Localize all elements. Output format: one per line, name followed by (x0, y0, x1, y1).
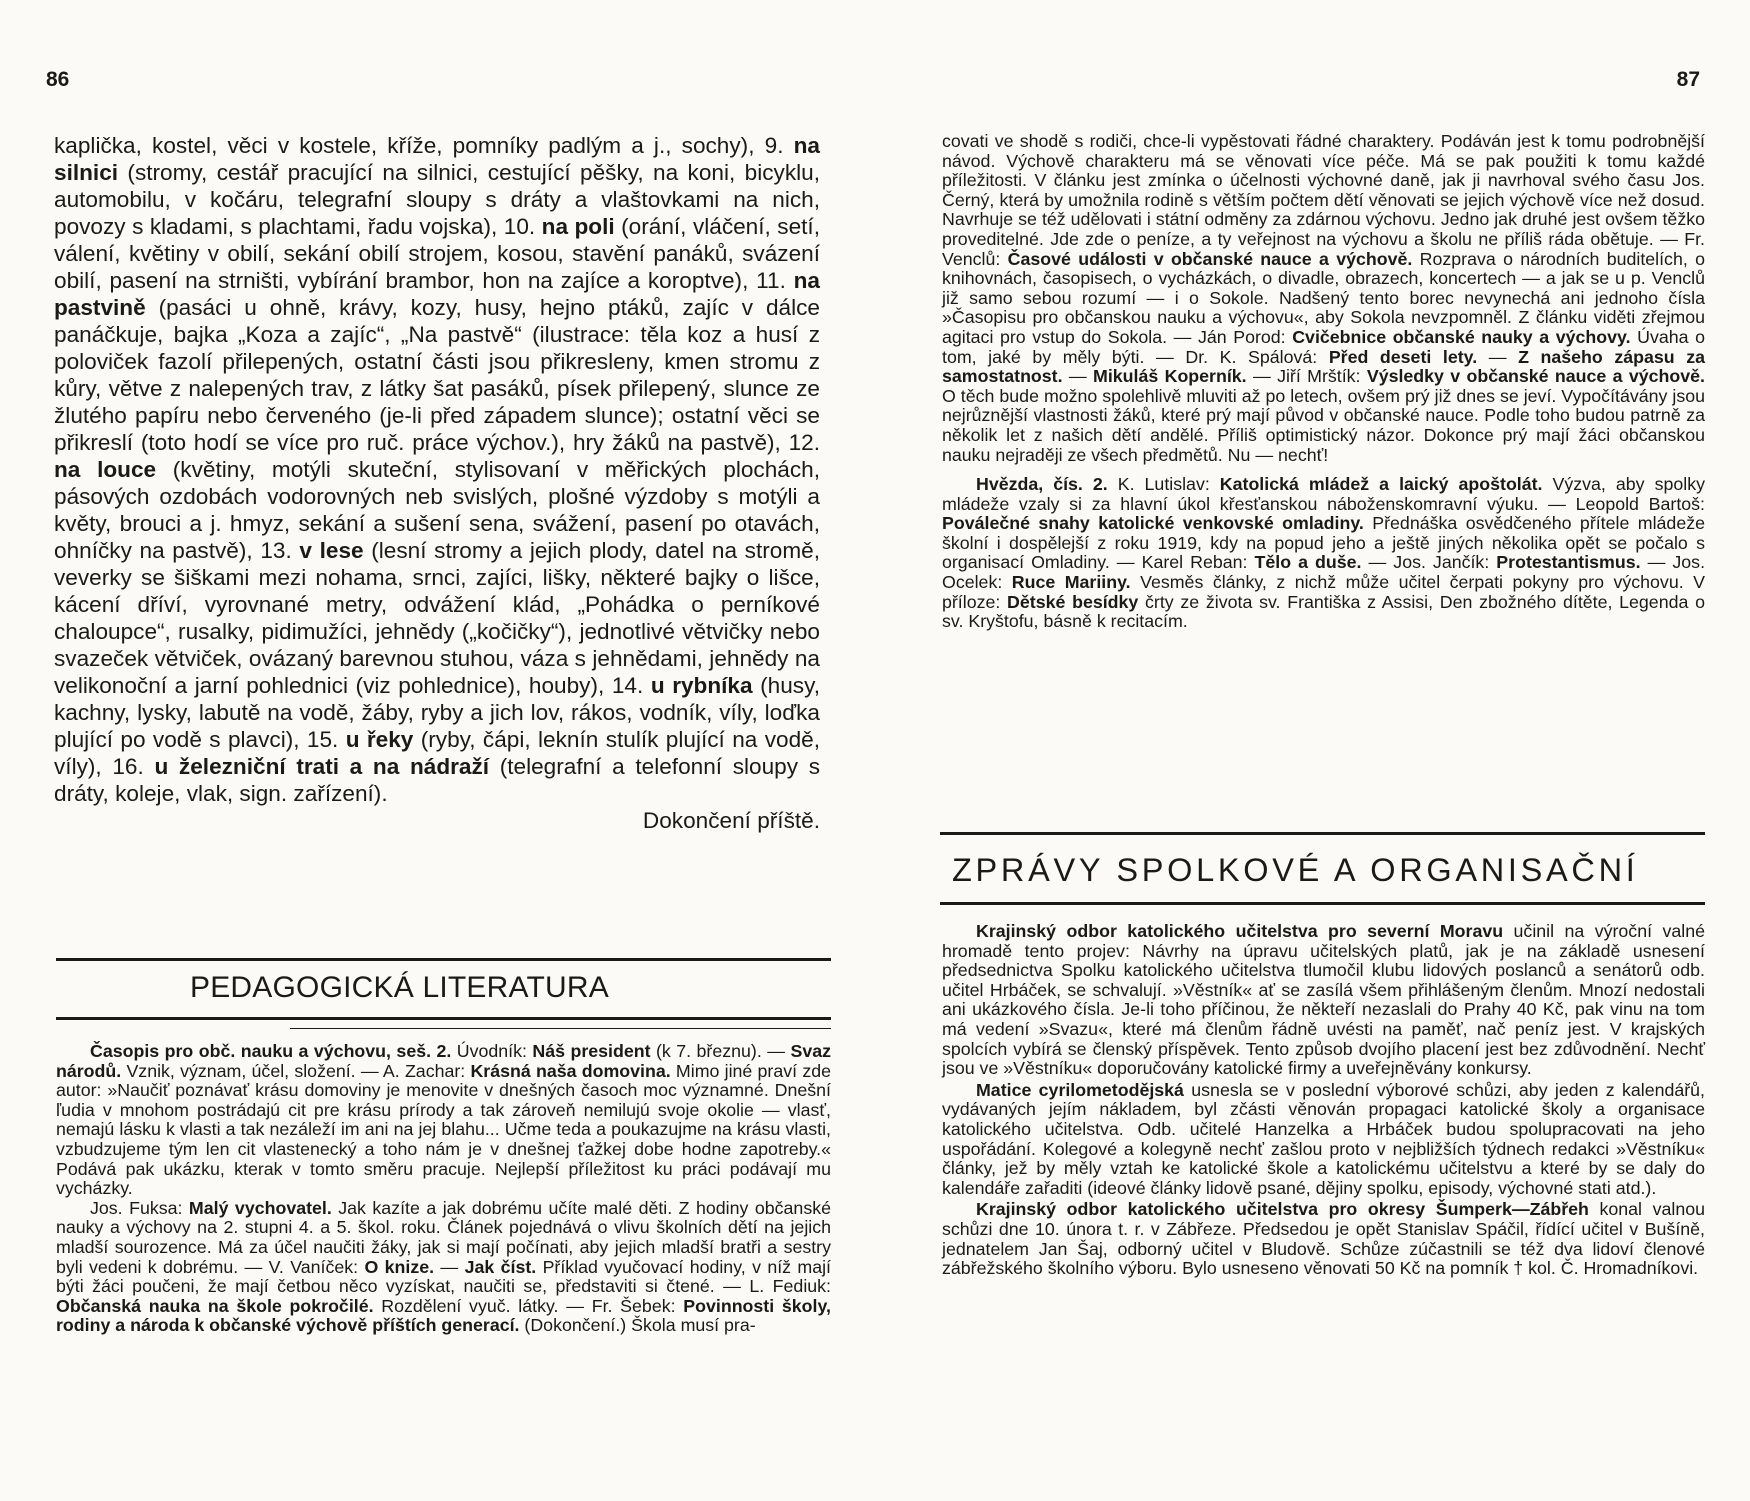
section-rule-bottom (940, 902, 1705, 905)
literature-review: covati ve shodě s rodiči, chce-li vypěstovati řádné charaktery. Podáván jest k tomu podrobnější návod. Výchově charakteru má se věnovati více péče. Má se pak použiti k tomu každé příležitosti. V článku jest zmínka o účelnosti výchovné daně, jak ji navrhoval svého času Jos. Černý, která by umožnila rodině s větším počtem dětí věnovati se jejich výchově více než dosud. Navrhuje se též udělovati i státní odměny za zdárnou výchovu. Jedno jak druhé jest ovšem těžko proveditelné. Jde zde o peníze, a ty veřejnost na výchovu a školu ne příliš ráda obětuje. — Fr. Venclů: Časové události v občanské nauce a výchově. Rozprava o národních buditelích, o knihovnách, časopisech, o vycházkách, o divadle, obrazech, koncertech — a jak se u p. Venclů již samo sebou rozumí — i o Sokole. Nadšený tento borec nevynechá ani jednoho čísla »Časopisu pro občanskou nauku a výchovu«, aby Sokola nevzpomněl. Z článku viděti zřejmou agitaci pro vstup do Sokola. — Ján Porod: Cvičebnice občanské nauky a výchovy. Úvaha o tom, jaké by měly býti. — Dr. K. Spálová: Před deseti lety. — Z našeho zápasu za samostatnost. — Mikuláš Koperník. — Jiří Mrštík: Výsledky v občanské nauce a výchově. O těch bude možno spolehlivě mluviti až po letech, ovšem prý již dnes se jeví. Vypočítávány jsou nejrůznější vlastnosti žáků, které prý mají původ v občanské nauce. Podle toho budou patrně za několik let z našich dětí andělé. Příliš optimistický názor. Dokonce prý mají žáci občanskou nauku nejraději ze všech předmětů. Nu — nechť! (942, 131, 1706, 465)
page-number: 86 (46, 68, 70, 91)
section-heading: ZPRÁVY SPOLKOVÉ A ORGANISAČNÍ (952, 852, 1639, 888)
section-rule-top (940, 832, 1705, 835)
news-item: Krajinský odbor katolického učitelstva pro okresy Šumperk—Zábřeh konal valnou schůzi dne 10. února t. r. v Zábřeze. Předsedou je opět Stanislav Spáčil, řídící učitel v Bušíně, jednatelem Jan Šaj, odborný učitel v Bludově. Schůze zúčastnili se též dva lidoví členové zábřežského školního výboru. Bylo usneseno věnovati 50 Kč na pomník † kol. Č. Hromadníkovi. (942, 1199, 1705, 1279)
literature-review: Jos. Fuksa: Malý vychovatel. Jak kazíte a jak dobrému učíte malé děti. Z hodiny občanské nauky a výchovy na 2. stupni 4. a 5. škol. roku. Článek pojednává o vlivu školních dětí na jejich mladší sourozence. Má za účel naučiti žáky, jak si mají počínati, aby jejich mladší bratři a sestry byli vedeni k dobrému. — V. Vaníček: O knize. — Jak číst. Příklad vyučovací hodiny, v níž mají býti žáci poučeni, že mají četbou něco vyzískat, naučiti se, představiti si čtené. — L. Fediuk: Občanská nauka na škole pokročilé. Rozdělení vyuč. látky. — Fr. Šebek: Povinnosti školy, rodiny a národa k občanské výchově příštích generací. (Dokončení.) Škola musí pra- (56, 1197, 832, 1336)
continued-note: Dokončení příště. (642, 808, 820, 833)
main-text-paragraph: kaplička, kostel, věci v kostele, kříže, pomníky padlým a j., sochy), 9. na silnici (stromy, cestář pracující na silnici, cestující pěšky, na koni, bicyklu, automobilu, v kočáru, telegrafní sloupy s dráty a vlaštovkami na nich, povozy s kladami, s plachtami, řadu vojska), 10. na poli (orání, vláčení, setí, válení, květiny v obilí, sekání obilí strojem, kosou, stavění panáků, svázení obilí, pasení na strništi, vybírání brambor, hon na zajíce a koroptve), 11. na pastvině (pasáci u ohně, krávy, kozy, husy, hejno ptáků, zajíc v dálce panáčkuje, bajka „Koza a zajíc“, „Na pastvě“ (ilustrace: těla koz a husí z poloviček fazolí přilepených, ostatní části jsou přikresleny, kmen stromu z kůry, větve z nalepených trav, z látky šat pasáků, písek přilepený, slunce ze žlutého papíru nebo červeného (je-li před západem slunce); ostatní věci se přikreslí (toto hodí se více pro ruč. práce výchov.), hry žáků na pastvě), 12. na louce (květiny, motýli skuteční, stylisovaní v měřických plochách, pásových ozdobách vodorovných neb svislých, plošné výzdoby s motýli a květy, brouci a j. hmyz, sekání a sušení sena, svážení, pasení po otavách, ohníčky na pastvě), 13. v lese (lesní stromy a jejich plody, datel na stromě, veverky se šiškami mezi nohama, srnci, zajíci, lišky, některé bajky o lišce, kácení dříví, vyrovnané metry, odvážení klád, „Pohádka o perníkové chaloupce“, rusalky, pidimužíci, jehnědy („kočičky“), jednotlivé větvičky nebo svazeček větviček, ovázaný barevnou stuhou, váza s jehnědami, jehnědy na velikonoční a jarní pohlednici (viz pohlednice), houby), 14. u rybníka (husy, kachny, lysky, labutě na vodě, žáby, ryby a jich lov, rákos, vodník, víly, loďka plující po vodě s plavci), 15. u řeky (ryby, čápi, leknín stulík plující na vodě, víly), 16. u železniční trati a na nádraží (telegrafní a telefonní sloupy s dráty, koleje, vlak, sign. zařízení). (54, 133, 821, 806)
literature-review: Časopis pro obč. nauku a výchovu, seš. 2. Úvodník: Náš president (k 7. březnu). — Svaz národů. Vznik, význam, účel, složení. — A. Zachar: Krásná naša domovina. Mimo jiné praví zde autor: »Naučiť poznávať krásu domoviny je menovite v dnešných časoch moc významné. Dnešní ľudia v mnohom postrádajú cit pre krásu prírody a tak zároveň nemilujú svoje okolie — vlasť, nemajú lásku k vlasti a tak nezáleží im ani na jej blahu... Učme teda a poukazujme na krásu vlasti, vzbudzujeme tým len cit vlastenecký a toho nám je v dnešnej ťažkej dobe hodne zapotreby.« Podává pak ukázku, kterak v tomto směru pracuje. Nejlepší příležitost ku práci podávají mu vycházky. (56, 1041, 831, 1199)
review-column (942, 132, 1705, 632)
main-text-column (54, 132, 820, 834)
page-number: 87 (1676, 68, 1700, 91)
literature-column (56, 1042, 831, 1336)
news-item: Krajinský odbor katolického učitelstva pro severní Moravu učinil na výroční valné hromadě tento projev: Návrhy na úpravu učitelských platů, jak je na základě usnesení předsednictva Spolku katolického učitelstva tlumočil klubu lidových poslanců a senátorů odb. učitel Hrbáček, se schvalují. »Věstník« ať se zasílá všem přihlášeným členům. Mnozí nedostali ani ukázkového čísla. Je-li toho příčinou, že někteří nezaslali do Prahy 40 Kč, pak vinu na tom má vedení »Svazu«, které má členům řádně uvésti na paměť, nač peníz jest. V krajských spolcích vybírá se členský příspěvek. Tento způsob dvojího placení jest bez zdůvodnění. Nechť jsou ve »Věstníku« doporučovány katolické firmy a uveřejněvány konkursy. (942, 921, 1705, 1079)
association-news-column (942, 922, 1705, 1279)
section-heading: PEDAGOGICKÁ LITERATURA (190, 971, 609, 1004)
section-subrule (290, 1028, 831, 1029)
literature-review: Hvězda, čís. 2. K. Lutislav: Katolická mládež a laický apoštolát. Výzva, aby spolky mládeže vzaly si za hlavní úkol křesťanskou náboženskomravní výuku. — Leopold Bartoš: Poválečné snahy katolické venkovské omladiny. Přednáška osvědčeného přítele mládeže školní i dospělejší z roku 1919, kdy na popud jeho a ještě jiných několika opět se počalo s organisací Omladiny. — Karel Reban: Tělo a duše. — Jos. Jančík: Protestantismus. — Jos. Ocelek: Ruce Mariiny. Vesměs články, z nichž může učitel čerpati pokyny pro výchovu. V příloze: Dětské besídky črty ze života sv. Františka z Assisi, Den zbožného dítěte, Legenda o sv. Kryštofu, básně k recitacím. (942, 474, 1706, 632)
section-rule-top (56, 958, 831, 961)
section-rule-bottom (56, 1017, 831, 1020)
news-item: Matice cyrilometodějská usnesla se v poslední výborové schůzi, aby jeden z kalendářů, vydávaných jejím nákladem, byl zčásti věnován propagaci katolické školy a organisace katolického učitelstva. Odb. učitelé Hanzelka a Hrbáček budou spolupracovati na jeho uspořádání. Kolegové a kolegyně nechť zašlou proto v nejbližších týdnech redakci »Věstníku« články, jež by měly vztah ke katolické škole a katolickému učitelstvu a které by se daly do kalendáře zařaditi (ideové články lidově psané, dějiny spolku, episody, výchovné stati atd.). (942, 1079, 1705, 1198)
